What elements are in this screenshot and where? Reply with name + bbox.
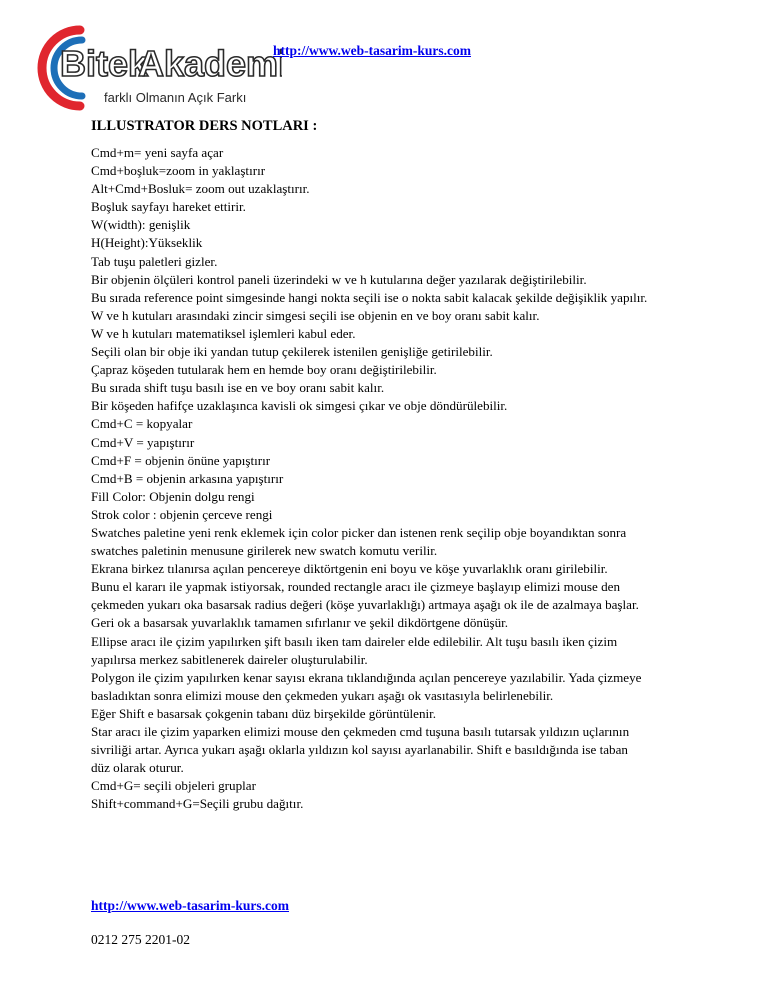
note-line: Cmd+C = kopyalar (91, 416, 193, 432)
note-line: çekmeden yukarı oka basarsak radius değeri (köşe yuvarlaklığı) artmaya aşağı ok ile de azalmaya başlar. (91, 597, 639, 613)
logo-graphic (20, 18, 282, 116)
note-line: sivriliği artar. Ayrıca yukarı aşağı oklarla yıldızın kol sayısı ayarlanabilir. Shift e basıldığında ise taban (91, 742, 628, 758)
note-line: Strok color : objenin çerceve rengi (91, 506, 273, 522)
note-line: W ve h kutuları matematiksel işlemleri kabul eder. (91, 325, 356, 341)
note-line: swatches paletinin menusune girilerek new swatch komutu verilir. (91, 543, 438, 559)
header-website-link[interactable]: http://www.web-tasarim-kurs.com (273, 43, 471, 58)
note-line: yapılırsa merkez sabitlenerek daireler oluşturulabilir. (91, 651, 368, 667)
note-line: Bir köşeden hafifçe uzaklaşınca kavisli ok simgesi çıkar ve obje döndürülebilir. (91, 398, 508, 414)
note-line: Bir objenin ölçüleri kontrol paneli üzerindeki w ve h kutularına değer yazılarak değiştirilebilir. (91, 271, 587, 287)
logo-brand-part1: Bitek (60, 43, 149, 84)
note-line: Bunu el kararı ile yapmak istiyorsak, rounded rectangle aracı ile çizmeye başlayıp elimizi mouse den (91, 579, 621, 595)
note-line: Swatches paletine yeni renk eklemek için color picker dan istenen renk seçilip obje boyandıktan sonra (91, 524, 627, 540)
note-line: Seçili olan bir obje iki yandan tutup çekilerek istenilen genişliğe getirilebilir. (91, 344, 493, 360)
note-line: Eğer Shift e basarsak çokgenin tabanı düz birşekilde görüntülenir. (91, 705, 437, 721)
note-line: Cmd+F = objenin önüne yapıştırır (91, 452, 271, 468)
footer-website-link[interactable]: http://www.web-tasarim-kurs.com (91, 898, 289, 913)
note-line: Cmd+B = objenin arkasına yapıştırır (91, 470, 284, 486)
note-line: basladıktan sonra elimizi mouse den çekmeden yukarı aşağı ok vasıtasıyla belirlenebilir. (91, 687, 554, 703)
note-line: Star aracı ile çizim yaparken elimizi mouse den çekmeden cmd tuşuna basılı tutarsak yıldızın uçlarının (91, 724, 630, 739)
note-line: Cmd+V = yapıştırır (91, 434, 195, 450)
bitek-akademi-logo (20, 18, 282, 116)
note-line: Geri ok a basarsak yuvarlaklık tamamen sıfırlanır ve şekil dikdörtgene dönüşür. (91, 615, 509, 631)
note-line: Bu sırada shift tuşu basılı ise en ve boy oranı sabit kalır. (91, 380, 385, 396)
note-line: Fill Color: Objenin dolgu rengi (91, 488, 255, 504)
note-line: Shift+command+G=Seçili grubu dağıtır. (91, 796, 304, 812)
note-line: Cmd+G= seçili objeleri gruplar (91, 778, 256, 794)
note-line: Alt+Cmd+Bosluk= zoom out uzaklaştırır. (91, 181, 310, 197)
logo-brand-part2: Akademi (138, 43, 282, 84)
logo-tagline: farklı Olmanın Açık Farkı (104, 90, 247, 105)
note-line: Polygon ile çizim yapılırken kenar sayısı ekrana tıklandığında açılan pencereye yazılabilir. Yada çizmeye (91, 669, 642, 685)
note-line: Çapraz köşeden tutularak hem en hemde boy oranı değiştirilebilir. (91, 362, 437, 378)
note-line: Boşluk sayfayı hareket ettirir. (91, 199, 246, 215)
note-line: düz olarak oturur. (91, 760, 184, 776)
note-line: H(Height):Yükseklik (91, 235, 203, 251)
note-line: Tab tuşu paletleri gizler. (91, 253, 218, 269)
document-title: ILLUSTRATOR DERS NOTLARI : (91, 118, 318, 134)
note-line: Cmd+boşluk=zoom in yaklaştırır (91, 163, 266, 179)
note-line: Cmd+m= yeni sayfa açar (91, 145, 224, 160)
note-line: W ve h kutuları arasındaki zincir simgesi seçili ise objenin en ve boy oranı sabit kalır. (91, 307, 540, 323)
note-line: Ekrana birkez tılanırsa açılan pencereye diktörtgenin eni boyu ve köşe yuvarlaklık oranı girilebilir. (91, 561, 608, 577)
note-line: W(width): genişlik (91, 217, 191, 233)
notes-body (91, 144, 731, 813)
note-line: Bu sırada reference point simgesinde hangi nokta seçili ise o nokta sabit kalacak şekilde değişiklik yapılır. (91, 289, 648, 305)
footer-phone: 0212 275 2201-02 (91, 932, 190, 947)
note-line: Ellipse aracı ile çizim yapılırken şift basılı iken tam daireler elde edilebilir. Alt tuşu basılı iken çizim (91, 633, 618, 649)
